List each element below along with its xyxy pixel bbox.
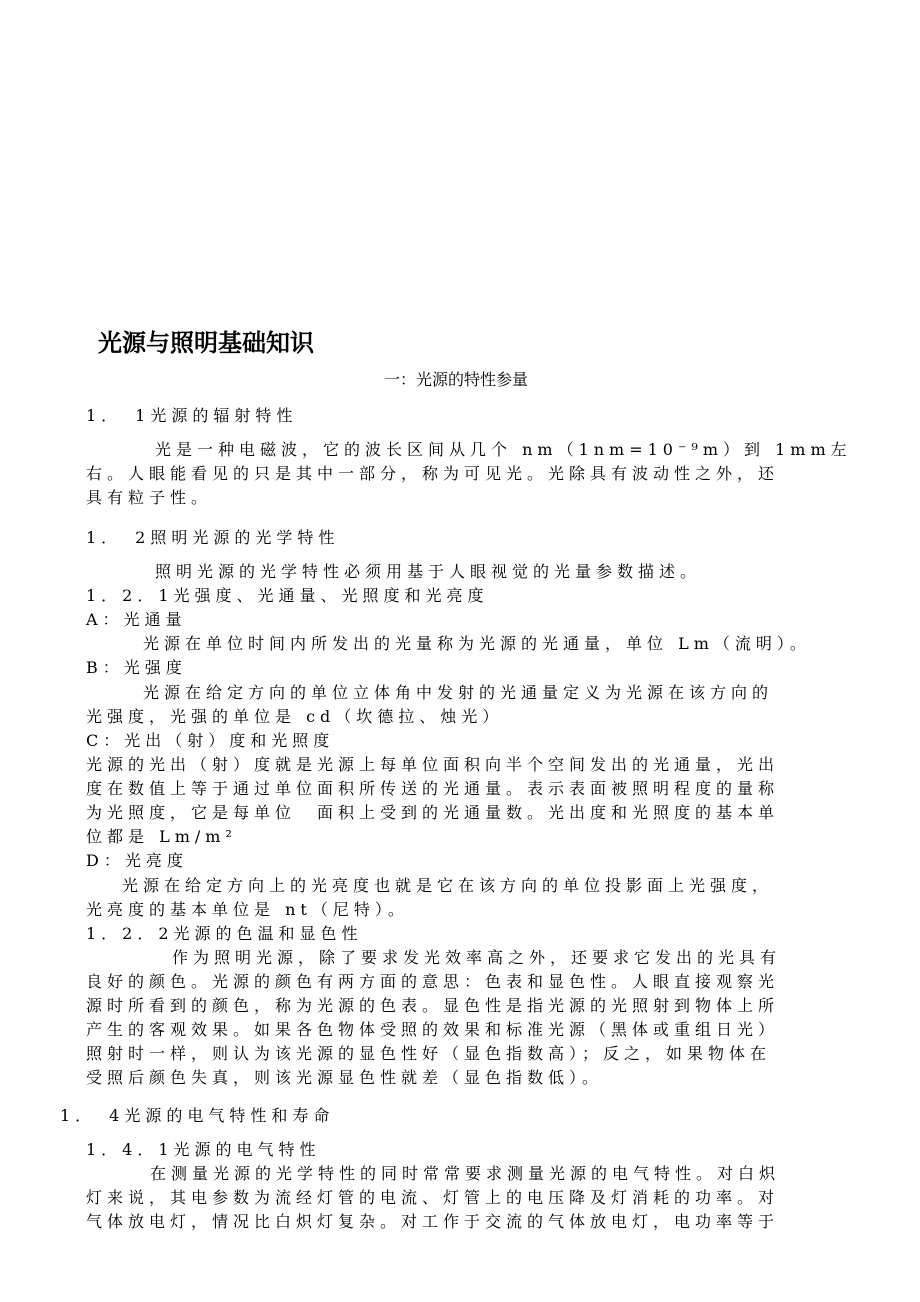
paragraph-line: 光源的光出（射）度就是光源上每单位面积向半个空间发出的光通量，光出: [86, 755, 780, 774]
subheading-b: B：光强度: [86, 658, 187, 677]
paragraph-line: 度在数值上等于通过单位面积所传送的光通量。表示表面被照明程度的量称: [86, 779, 780, 798]
paragraph-line: 为光照度，它是每单位 面积上受到的光通量数。光出度和光照度的基本单: [86, 803, 780, 822]
heading-1-2-2: 1．2．2光源的色温和显色性: [86, 924, 363, 943]
paragraph-line: 良好的颜色。光源的颜色有两方面的意思：色表和显色性。人眼直接观察光: [86, 972, 780, 991]
paragraph-line: 具有粒子性。: [86, 488, 213, 507]
paragraph-line: 光是一种电磁波，它的波长区间从几个 nm（1nm=10⁻⁹m）到 1mm左: [155, 440, 852, 459]
paragraph-line: 受照后颜色失真，则该光源显色性就差（显色指数低）。: [86, 1068, 604, 1087]
paragraph-line: 在测量光源的光学特性的同时常常要求测量光源的电气特性。对白炽: [150, 1164, 781, 1183]
heading-1-1: 1． 1光源的辐射特性: [86, 406, 298, 425]
paragraph-line: 光源在单位时间内所发出的光量称为光源的光通量，单位 Lm（流明）。: [143, 634, 811, 653]
subheading-d: D：光亮度: [86, 851, 188, 870]
paragraph-line: 灯来说，其电参数为流经灯管的电流、灯管上的电压降及灯消耗的功率。对: [86, 1188, 780, 1207]
paragraph-line: 光源在给定方向的单位立体角中发射的光通量定义为光源在该方向的: [143, 683, 774, 702]
paragraph-line: 照射时一样，则认为该光源的显色性好（显色指数高）；反之，如果物体在: [86, 1044, 772, 1063]
subheading-c: C：光出（射）度和光照度: [86, 731, 335, 750]
paragraph-line: 照明光源的光学特性必须用基于人眼视觉的光量参数描述。: [155, 562, 702, 581]
subheading-a: A：光通量: [86, 610, 187, 629]
section-heading: 一：光源的特性参量: [384, 370, 529, 389]
heading-1-4: 1． 4光源的电气特性和寿命: [60, 1106, 335, 1125]
paragraph-line: 右。人眼能看见的只是其中一部分，称为可见光。光除具有波动性之外，还: [86, 464, 780, 483]
paragraph-line: 产生的客观效果。如果各色物体受照的效果和标准光源（黑体或重组日光）: [86, 1020, 780, 1039]
document-title: 光源与照明基础知识: [98, 329, 314, 357]
heading-1-2: 1． 2照明光源的光学特性: [86, 528, 340, 547]
paragraph-line: 光强度，光强的单位是 cd（坎德拉、烛光）: [86, 707, 504, 726]
paragraph-line: 位都是 Lm/m²: [86, 827, 237, 846]
paragraph-line: 作为照明光源，除了要求发光效率高之外，还要求它发出的光具有: [172, 948, 782, 967]
paragraph-line: 光源在给定方向上的光亮度也就是它在该方向的单位投影面上光强度，: [122, 876, 774, 895]
heading-1-4-1: 1．4．1光源的电气特性: [86, 1140, 321, 1159]
paragraph-line: 源时所看到的颜色，称为光源的色表。显色性是指光源的光照射到物体上所: [86, 996, 780, 1015]
paragraph-line: 光亮度的基本单位是 nt（尼特）。: [86, 900, 409, 919]
heading-1-2-1: 1．2．1光强度、光通量、光照度和光亮度: [86, 586, 489, 605]
paragraph-line: 气体放电灯，情况比白炽灯复杂。对工作于交流的气体放电灯，电功率等于: [86, 1212, 780, 1231]
